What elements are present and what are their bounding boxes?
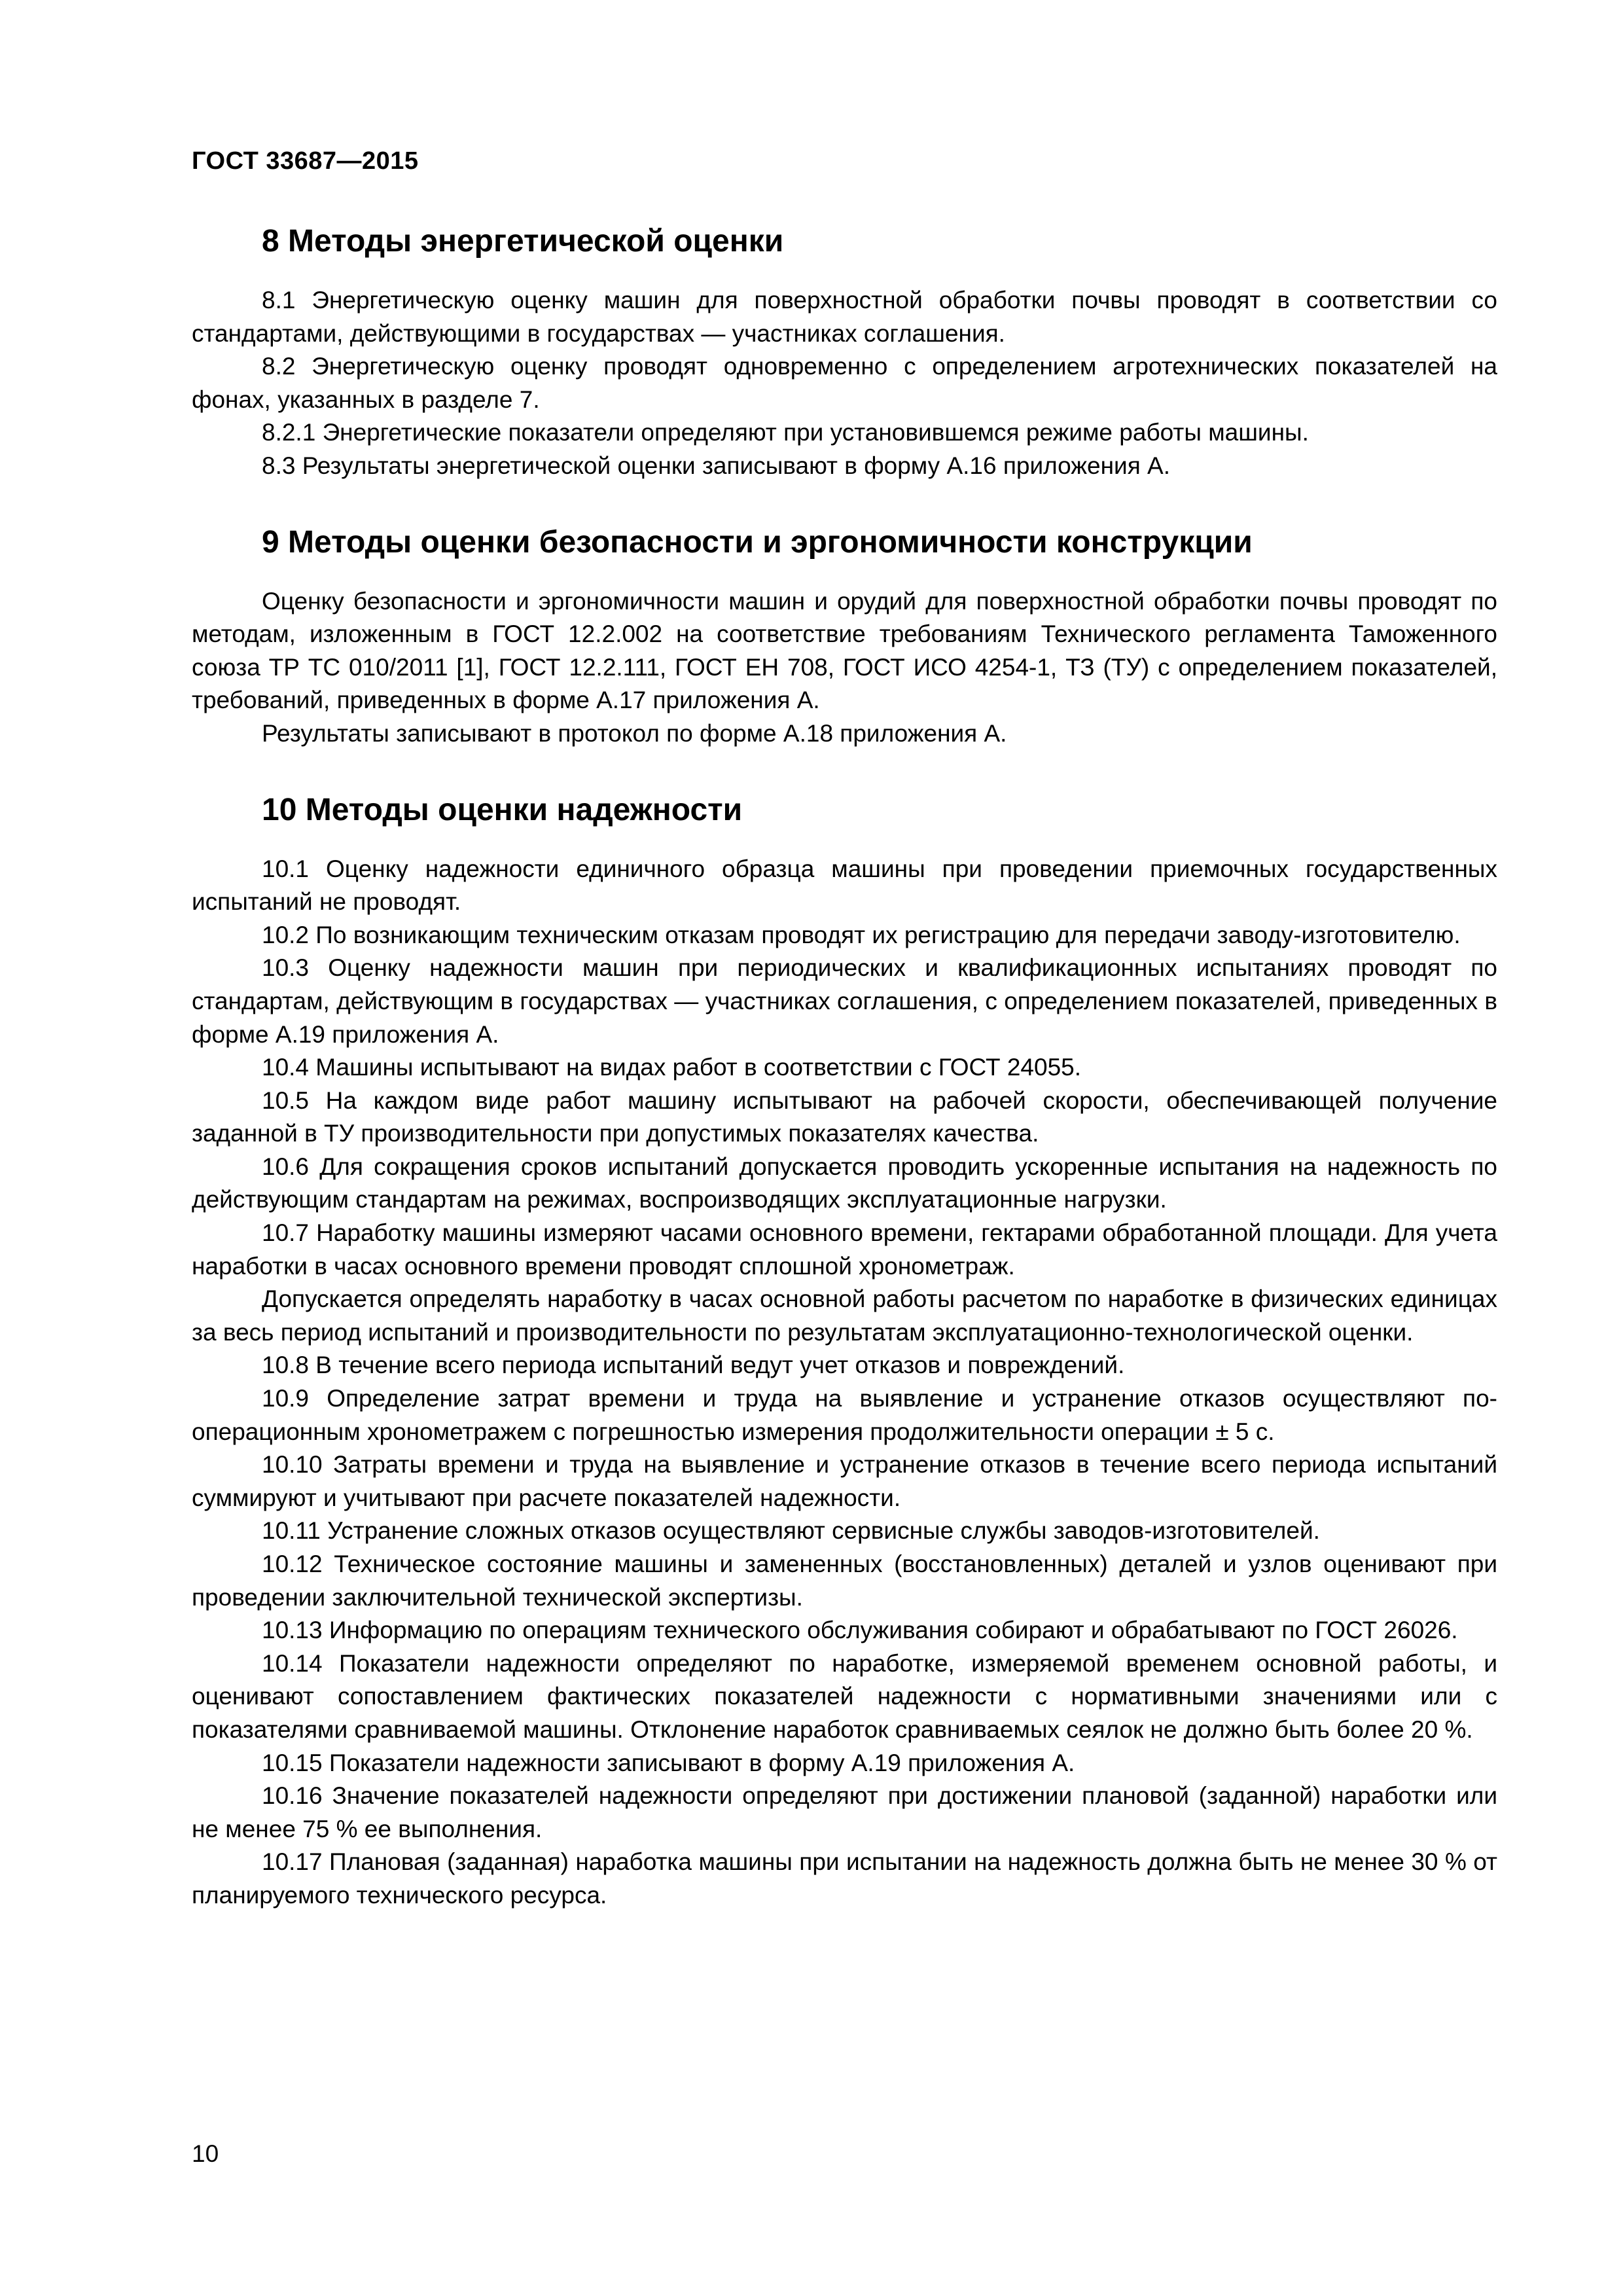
paragraph: 10.14 Показатели надежности определяют по наработке, измеряемой временем основной работы, и оценивают сопоставлением фактических показателей надежности с нормативными значениями или с показателями сравниваемой машины. Отклонение наработок сравниваемых сеялок не должно быть более 20 %. [192, 1649, 1497, 1743]
paragraph: Результаты записывают в протокол по форме А.18 приложения А. [262, 719, 1007, 747]
paragraph: 10.6 Для сокращения сроков испытаний допускается проводить ускоренные испытания на надежность по действующим стандартам на режимах, воспроизводящих эксплуатационные нагрузки. [192, 1153, 1497, 1213]
paragraph: 10.8 В течение всего периода испытаний ведут учет отказов и повреждений. [262, 1352, 1125, 1379]
paragraph: 10.2 По возникающим техническим отказам проводят их регистрацию для передачи заводу-изготовителю. [262, 921, 1461, 948]
paragraph: 10.10 Затраты времени и труда на выявление и устранение отказов в течение всего периода испытаний суммируют и учитывают при расчете показателей надежности. [192, 1451, 1497, 1511]
section-title: 8 Методы энергетической оценки [262, 224, 784, 259]
paragraph: 10.13 Информацию по операциям технического обслуживания собирают и обрабатывают по ГОСТ 26026. [262, 1617, 1458, 1644]
section-title: 10 Методы оценки надежности [262, 792, 743, 827]
paragraph: 10.17 Плановая (заданная) наработка машины при испытании на надежность должна быть не менее 30 % от планируемого технического ресурса. [192, 1848, 1497, 1909]
paragraph: Оценку безопасности и эргономичности машин и орудий для поверхностной обработки почвы проводят по методам, изложенным в ГОСТ 12.2.002 на соответствие требованиям Технического регламента Таможенного союза ТР ТС 010/2011 [1], ГОСТ 12.2.111, ГОСТ ЕН 708, ГОСТ ИСО 4254-1, ТЗ (ТУ) с определением показателей, требований, приведенных в форме А.17 приложения А. [192, 587, 1497, 714]
paragraph: 10.16 Значение показателей надежности определяют при достижении плановой (заданной) наработки или не менее 75 % ее выполнения. [192, 1782, 1497, 1842]
paragraph: 10.7 Наработку машины измеряют часами основного времени, гектарами обработанной площади. Для учета наработки в часах основного времени проводят сплошной хронометраж. [192, 1219, 1497, 1280]
paragraph: 10.4 Машины испытывают на видах работ в соответствии с ГОСТ 24055. [262, 1054, 1082, 1081]
section-energy-evaluation [192, 223, 1497, 483]
document-body [192, 223, 1497, 1912]
paragraph: 10.11 Устранение сложных отказов осуществляют сервисные службы заводов-изготовителей. [262, 1517, 1320, 1545]
standard-header: ГОСТ 33687—2015 [192, 147, 419, 175]
paragraph: 8.1 Энергетическую оценку машин для поверхностной обработки почвы проводят в соответствии со стандартами, действующими в государствах — участниках соглашения. [192, 287, 1497, 347]
paragraph: 10.3 Оценку надежности машин при периодических и квалификационных испытаниях проводят по стандартам, действующим в государствах — участниках соглашения, с определением показателей, приведенных в форме А.19 приложения А. [192, 954, 1497, 1048]
paragraph: 10.1 Оценку надежности единичного образца машины при проведении приемочных государственных испытаний не проводят. [192, 855, 1497, 916]
paragraph: 10.12 Техническое состояние машины и замененных (восстановленных) деталей и узлов оценивают при проведении заключительной технической экспертизы. [192, 1551, 1497, 1611]
paragraph: 8.2 Энергетическую оценку проводят одновременно с определением агротехнических показателей на фонах, указанных в разделе 7. [192, 353, 1497, 413]
section-reliability [192, 791, 1497, 1912]
section-title: 9 Методы оценки безопасности и эргономичности конструкции [262, 524, 1253, 560]
page-number: 10 [192, 2140, 219, 2167]
paragraph: 8.3 Результаты энергетической оценки записывают в форму А.16 приложения А. [262, 452, 1170, 479]
paragraph: 8.2.1 Энергетические показатели определяют при установившемся режиме работы машины. [262, 419, 1309, 446]
section-safety-ergonomics [192, 524, 1497, 751]
paragraph: 10.5 На каждом виде работ машину испытывают на рабочей скорости, обеспечивающей получение заданной в ТУ производительности при допустимых показателях качества. [192, 1086, 1497, 1147]
paragraph: 10.9 Определение затрат времени и труда на выявление и устранение отказов осуществляют пооперационным хронометражем с погрешностью измерения продолжительности операции ± 5 с. [192, 1385, 1497, 1445]
paragraph: 10.15 Показатели надежности записывают в форму А.19 приложения А. [262, 1749, 1075, 1776]
paragraph: Допускается определять наработку в часах основной работы расчетом по наработке в физических единицах за весь период испытаний и производительности по результатам эксплуатационно-технологической оценки. [192, 1285, 1497, 1346]
